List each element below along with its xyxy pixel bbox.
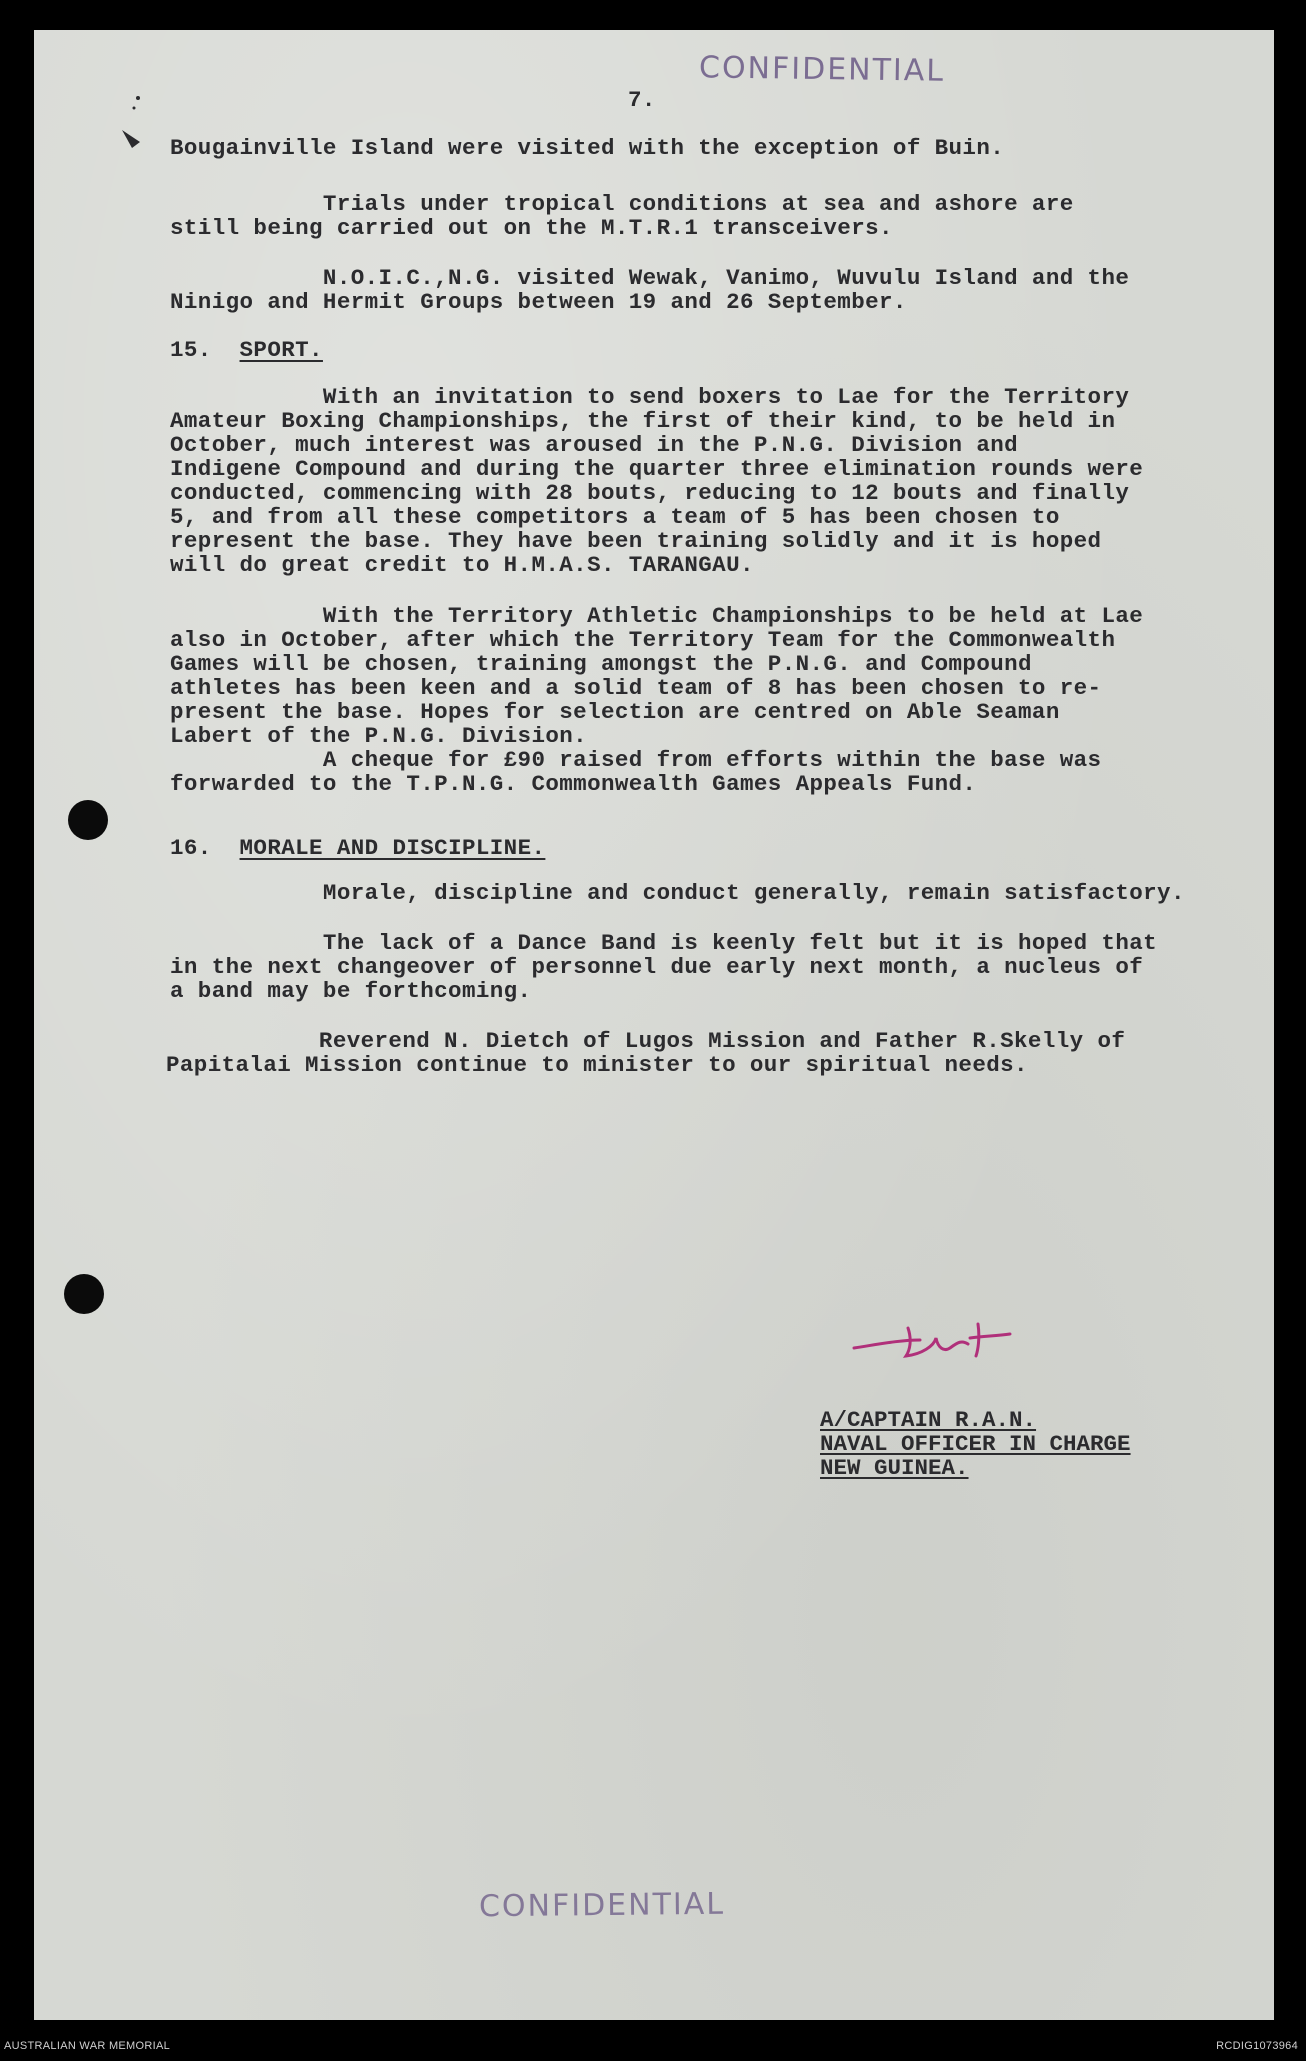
signature-title: NAVAL OFFICER IN CHARGE: [820, 1431, 1131, 1457]
footer-record-id: RCDIG1073964: [1216, 2040, 1298, 2052]
paragraph-bougainville: Bougainville Island were visited with the exception of Buin.: [170, 135, 1005, 161]
footer-archive-name: AUSTRALIAN WAR MEMORIAL: [4, 2040, 171, 2052]
paragraph-athletics: With the Territory Athletic Championships to be held at Lae also in October, after which the Territory Team for the Commonwealth Games will be chosen, training amongst the P.N.G. and Compound athletes has been keen and a solid team of 8 has been chosen to re- present the base. Hopes for selection are centred on Able Seaman Labert of the P.N.G. Division. A cheque for £90 raised from efforts within the base was forwarded to the T.P.N.G. Commonwealth Games Appeals Fund.: [170, 603, 1144, 797]
section-number-15: 15.: [170, 337, 212, 363]
paragraph-missions: Reverend N. Dietch of Lugos Mission and Father R.Skelly of Papitalai Mission continue to minister to our spiritual needs.: [166, 1028, 1126, 1078]
ink-speck: [133, 107, 136, 110]
paragraph-noic-visit: N.O.I.C.,N.G. visited Wewak, Vanimo, Wuvulu Island and the Ninigo and Hermit Groups between 19 and 26 September.: [170, 265, 1130, 315]
paragraph-morale: Morale, discipline and conduct generally, remain satisfactory.: [170, 880, 1185, 906]
section-title-sport: SPORT.: [239, 337, 323, 363]
page-marks: [34, 30, 1274, 2020]
handwritten-signature: [850, 1310, 1050, 1370]
section-heading-morale: [170, 836, 545, 860]
punch-hole-upper: [68, 800, 108, 840]
ink-speck: [136, 96, 140, 100]
signature-block: [820, 1408, 1131, 1480]
page-number: 7.: [628, 87, 656, 113]
punch-hole-lower: [64, 1274, 104, 1314]
confidential-stamp-bottom: CONFIDENTIAL: [478, 1886, 726, 1925]
paragraph-trials: Trials under tropical conditions at sea and ashore are still being carried out on the M.T.R.1 transceivers.: [170, 191, 1074, 241]
section-number-16: 16.: [170, 835, 212, 861]
section-title-morale: MORALE AND DISCIPLINE.: [239, 835, 546, 861]
paragraph-boxing: With an invitation to send boxers to Lae for the Territory Amateur Boxing Championships, the first of their kind, to be held in October, much interest was aroused in the P.N.G. Division and Indigene Compound and during the quarter three elimination rounds were conducted, commencing with 28 bouts, reducing to 12 bouts and finally 5, and from all these competitors a team of 5 has been chosen to represent the base. They have been training solidly and it is hoped will do great credit to H.M.A.S. TARANGAU.: [170, 384, 1144, 578]
section-heading-sport: [170, 338, 323, 362]
paragraph-dance-band: The lack of a Dance Band is keenly felt but it is hoped that in the next changeover of personnel due early next month, a nucleus of a band may be forthcoming.: [170, 930, 1158, 1004]
edge-mark: [122, 130, 140, 148]
signature-stroke: [854, 1324, 1010, 1356]
confidential-stamp-top: CONFIDENTIAL: [698, 50, 946, 89]
signature-location: NEW GUINEA.: [820, 1455, 969, 1481]
signature-rank: A/CAPTAIN R.A.N.: [820, 1407, 1037, 1433]
document-page: [34, 30, 1274, 2020]
